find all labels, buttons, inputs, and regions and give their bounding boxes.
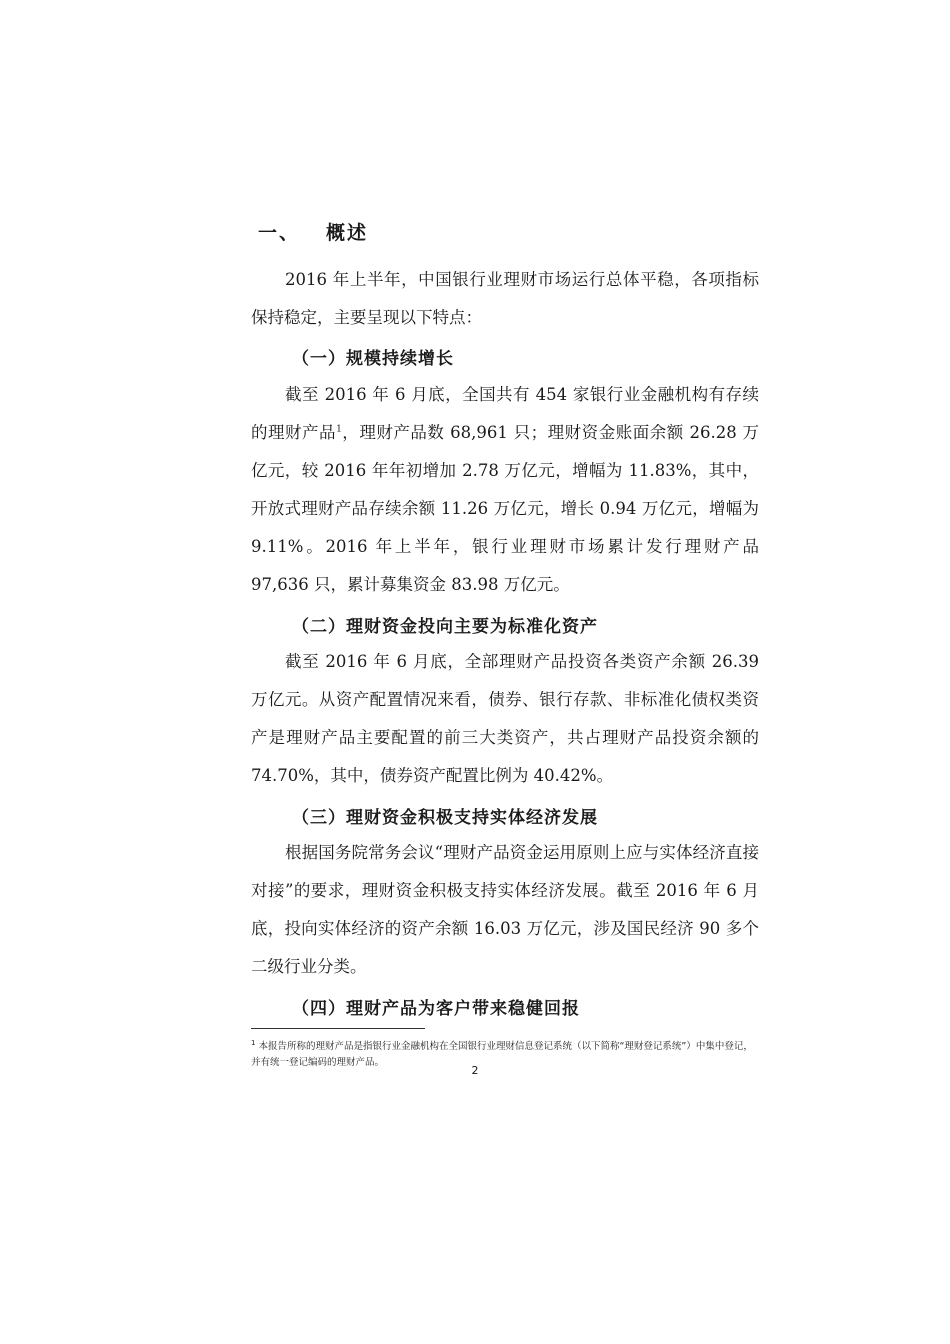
page-number: 2 bbox=[471, 1064, 479, 1077]
paragraph-text: 截至 2016 年 6 月底，全国共有 454 家银行业金融机构有存续的理财产品 bbox=[251, 385, 759, 442]
section-title: 概述 bbox=[326, 222, 369, 244]
paragraph-text: ，理财产品数 68,961 只；理财资金账面余额 26.28 万亿元，较 2016 年年初增加 2.78 万亿元，增幅为 11.83%，其中，开放式理财产品存续余额 11.26 万亿元，增长 0.94 万亿元，增幅为 9.11%。2016 年上半年，银行业理财市场累计发行理财产品 97,636 只，累计募集资金 83.98 万亿元。 bbox=[251, 423, 759, 594]
footnote-mark: 1 bbox=[251, 1039, 256, 1047]
subsection-heading-2: （二）理财资金投向主要为标准化资产 bbox=[292, 617, 598, 637]
footnote-divider bbox=[251, 1028, 425, 1029]
footnote-text: 本报告所称的理财产品是指银行业金融机构在全国银行业理财信息登记系统（以下简称“理财登记系统”）中集中登记，并有统一登记编码的理财产品。 bbox=[251, 1041, 753, 1069]
footnote-reference: 1 bbox=[336, 424, 342, 435]
subsection-paragraph-1 bbox=[251, 376, 759, 604]
section-heading bbox=[258, 218, 368, 245]
subsection-paragraph-2: 截至 2016 年 6 月底，全部理财产品投资各类资产余额 26.39 万亿元。从资产配置情况来看，债券、银行存款、非标准化债权类资产是理财产品主要配置的前三大类资产，共占理财产品投资余额的 74.70%，其中，债券资产配置比例为 40.42%。 bbox=[251, 652, 759, 785]
section-number: 一、 bbox=[258, 222, 301, 244]
intro-paragraph: 2016 年上半年，中国银行业理财市场运行总体平稳，各项指标保持稳定，主要呈现以下特点： bbox=[251, 270, 759, 327]
subsection-heading-4: （四）理财产品为客户带来稳健回报 bbox=[292, 999, 580, 1019]
subsection-paragraph-3: 根据国务院常务会议“理财产品资金运用原则上应与实体经济直接对接”的要求，理财资金积极支持实体经济发展。截至 2016 年 6 月底，投向实体经济的资产余额 16.03 万亿元，涉及国民经济 90 多个二级行业分类。 bbox=[251, 843, 759, 976]
subsection-heading-1: （一）规模持续增长 bbox=[292, 349, 454, 369]
subsection-heading-3: （三）理财资金积极支持实体经济发展 bbox=[292, 808, 598, 828]
